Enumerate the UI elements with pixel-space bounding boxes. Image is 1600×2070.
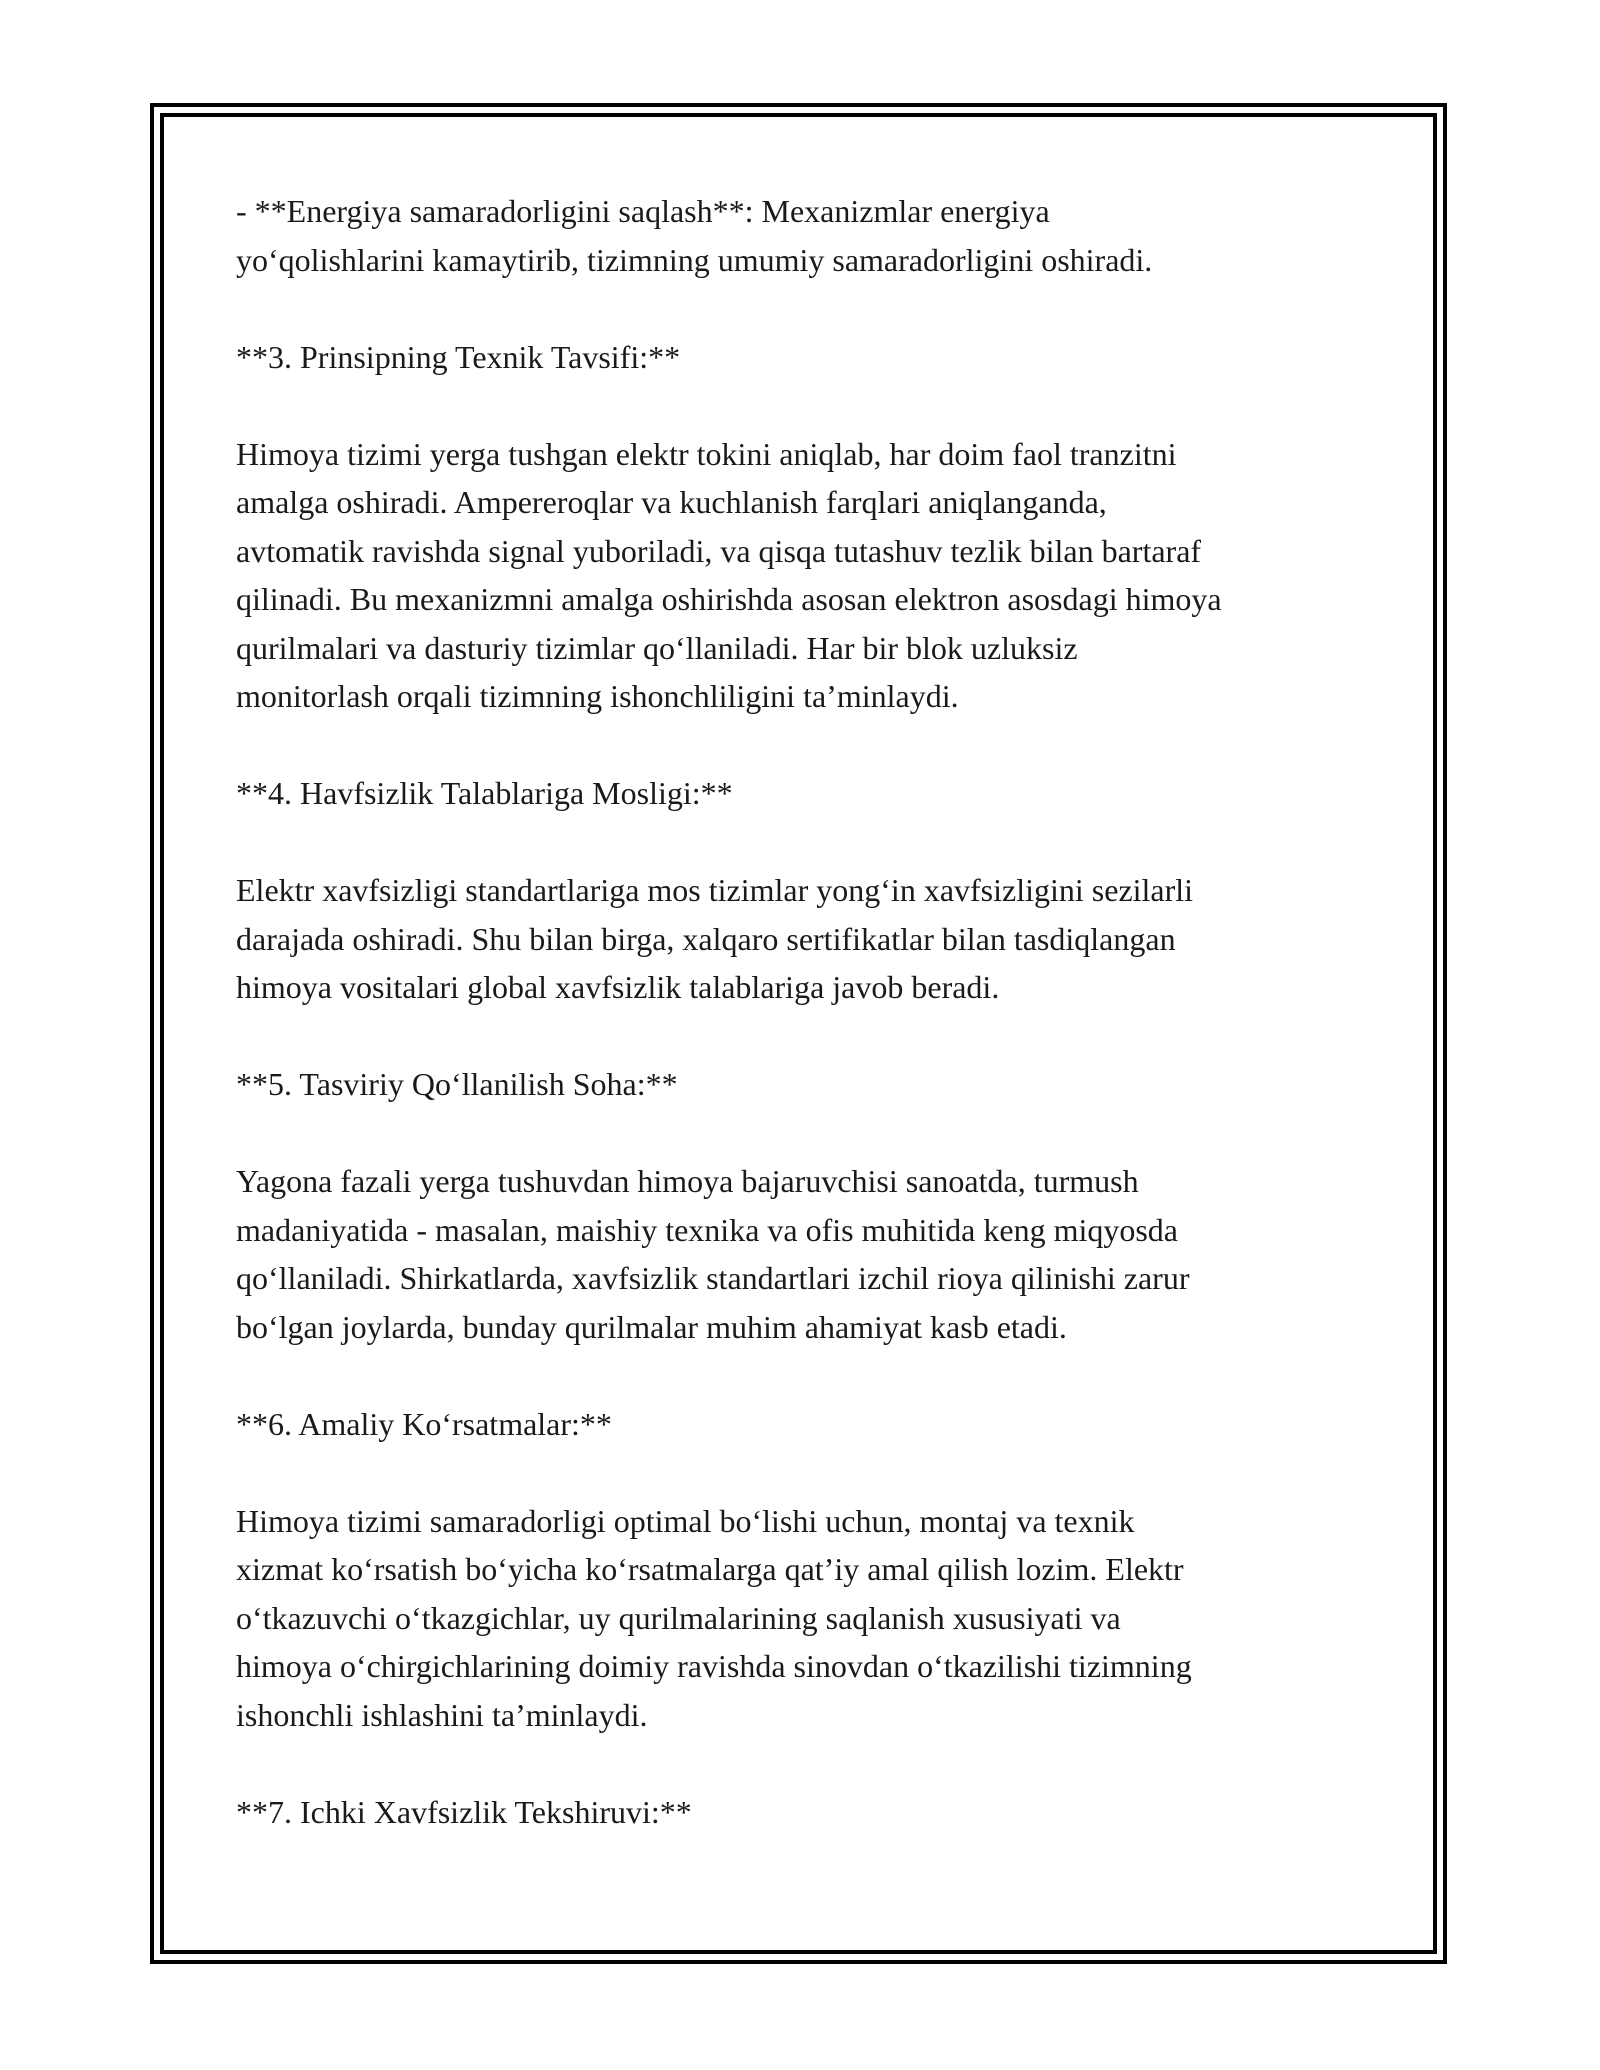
text-line: madaniyatida - masalan, maishiy texnika va ofis muhitida keng miqyosda — [236, 1211, 1178, 1248]
heading-section-7 — [236, 1788, 1376, 1837]
paragraph-section-4 — [236, 866, 1376, 1012]
heading-text: **7. Ichki Xavfsizlik Tekshiruvi:** — [236, 1793, 692, 1830]
text-line: qilinadi. Bu mexanizmni amalga oshirishda asosan elektron asosdagi himoya — [236, 581, 1222, 617]
text-line: Himoya tizimi samaradorligi optimal bo‘lishi uchun, montaj va texnik — [236, 1502, 1135, 1539]
text-line: xizmat ko‘rsatish bo‘yicha ko‘rsatmalarga qat’iy amal qilish lozim. Elektr — [236, 1551, 1184, 1587]
heading-section-5 — [236, 1060, 1376, 1109]
paragraph-energy-efficiency — [236, 187, 1376, 284]
text-line: Elektr xavfsizligi standartlariga mos tizimlar yong‘in xavfsizligini sezilarli — [236, 872, 1194, 908]
text-line: himoya vositalari global xavfsizlik talablariga javob beradi. — [236, 969, 1000, 1005]
text-line: Himoya tizimi yerga tushgan elektr tokini aniqlab, har doim faol tranzitni — [236, 435, 1177, 472]
text-line: bo‘lgan joylarda, bunday qurilmalar muhim ahamiyat kasb etadi. — [236, 1308, 1067, 1345]
text-line: - **Energiya samaradorligini saqlash**: Mexanizmlar energiya — [236, 193, 1050, 229]
text-line: himoya o‘chirgichlarining doimiy ravishda sinovdan o‘tkazilishi tizimning — [236, 1648, 1192, 1684]
paragraph-section-3 — [236, 430, 1376, 721]
paragraph-section-6 — [236, 1497, 1376, 1740]
paragraph-section-5 — [236, 1157, 1376, 1351]
text-line: qurilmalari va dasturiy tizimlar qo‘llaniladi. Har bir blok uzluksiz — [236, 629, 1078, 666]
heading-section-4 — [236, 769, 1376, 818]
text-line: Yagona fazali yerga tushuvdan himoya bajaruvchisi sanoatda, turmush — [236, 1163, 1139, 1199]
heading-section-3 — [236, 333, 1376, 382]
text-line: darajada oshiradi. Shu bilan birga, xalqaro sertifikatlar bilan tasdiqlangan — [236, 920, 1176, 957]
text-line: monitorlash orqali tizimning ishonchliligini ta’minlaydi. — [236, 678, 959, 714]
heading-text: **4. Havfsizlik Talablariga Mosligi:** — [236, 775, 733, 811]
heading-text: **6. Amaliy Ko‘rsatmalar:** — [236, 1405, 612, 1442]
heading-text: **5. Tasviriy Qo‘llanilish Soha:** — [236, 1066, 678, 1102]
text-line: o‘tkazuvchi o‘tkazgichlar, uy qurilmalarining saqlanish xususiyati va — [236, 1599, 1121, 1636]
text-line: ishonchli ishlashini ta’minlaydi. — [236, 1696, 648, 1733]
document-body — [236, 187, 1376, 1885]
text-line: avtomatik ravishda signal yuboriladi, va qisqa tutashuv tezlik bilan bartaraf — [236, 532, 1202, 569]
text-line: yo‘qolishlarini kamaytirib, tizimning umumiy samaradorligini oshiradi. — [236, 241, 1153, 278]
text-line: qo‘llaniladi. Shirkatlarda, xavfsizlik standartlari izchil rioya qilinishi zarur — [236, 1260, 1190, 1296]
text-line: amalga oshiradi. Ampereroqlar va kuchlanish farqlari aniqlanganda, — [236, 484, 1107, 520]
heading-section-6 — [236, 1400, 1376, 1449]
heading-text: **3. Prinsipning Texnik Tavsifi:** — [236, 338, 681, 375]
